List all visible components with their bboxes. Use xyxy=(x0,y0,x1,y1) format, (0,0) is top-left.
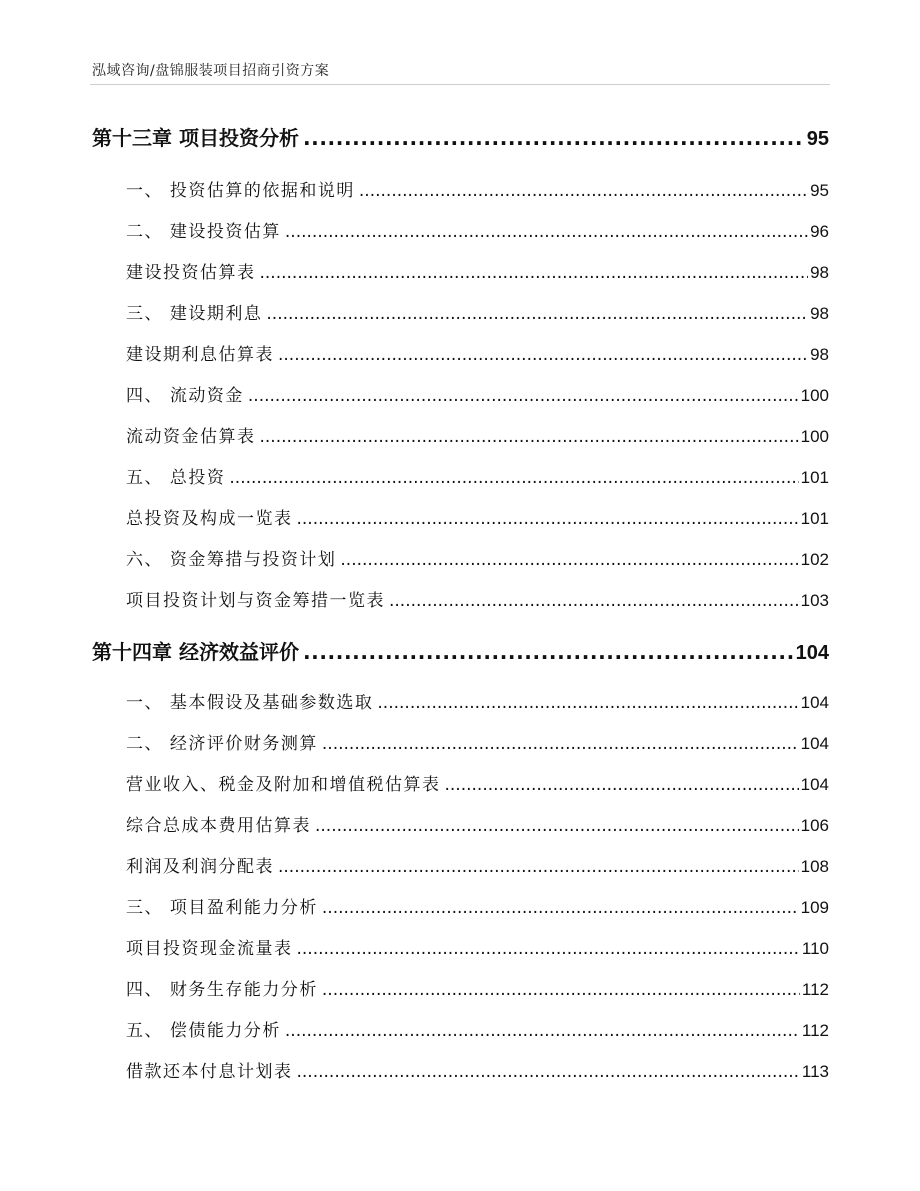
toc-entry-title: 营业收入、税金及附加和增值税估算表 xyxy=(126,775,441,795)
toc-dot-leader xyxy=(303,640,794,664)
toc-entry-page: 98 xyxy=(810,263,829,282)
toc-entry[interactable] xyxy=(126,1016,829,1041)
toc-entry-page: 113 xyxy=(801,1062,829,1081)
toc-entry-page: 95 xyxy=(810,181,829,200)
toc-entry-title: 项目投资现金流量表 xyxy=(126,939,293,959)
toc-dot-leader xyxy=(297,1062,800,1082)
toc-entry[interactable] xyxy=(126,463,829,488)
toc-entry[interactable] xyxy=(126,299,829,324)
toc-dot-leader xyxy=(389,591,799,611)
toc-entry[interactable] xyxy=(126,504,829,529)
toc-dot-leader xyxy=(359,181,808,201)
toc-entry-title: 建设期利息估算表 xyxy=(126,345,274,365)
toc-dot-leader xyxy=(248,386,799,406)
toc-dot-leader xyxy=(315,816,799,836)
toc-entry-page: 104 xyxy=(800,734,829,753)
toc-dot-leader xyxy=(322,734,799,754)
toc-entry[interactable] xyxy=(126,176,829,201)
toc-dot-leader xyxy=(285,222,808,242)
toc-entry-title: 二、 经济评价财务测算 xyxy=(126,734,318,754)
toc-chapter-14[interactable] xyxy=(92,636,829,665)
toc-dot-leader xyxy=(340,550,798,570)
toc-entry[interactable] xyxy=(126,545,829,570)
toc-dot-leader xyxy=(445,775,799,795)
toc-entry[interactable] xyxy=(126,934,829,959)
toc-entry-page: 101 xyxy=(800,509,829,528)
toc-dot-leader xyxy=(260,427,799,447)
toc-entry[interactable] xyxy=(126,770,829,795)
toc-entry-page: 101 xyxy=(800,468,829,487)
toc-entry-page: 110 xyxy=(801,939,829,958)
toc-entry[interactable] xyxy=(126,422,829,447)
toc-entry-page: 109 xyxy=(800,898,829,917)
toc-entry[interactable] xyxy=(126,1057,829,1082)
page-header: 泓域咨询/盘锦服装项目招商引资方案 xyxy=(92,63,330,79)
toc-entry-page: 100 xyxy=(800,427,829,446)
header-divider xyxy=(90,84,830,85)
toc-dot-leader xyxy=(285,1021,800,1041)
toc-entry-title: 五、 总投资 xyxy=(126,468,226,488)
toc-dot-leader xyxy=(377,693,798,713)
toc-entry[interactable] xyxy=(126,586,829,611)
toc-entry-title: 综合总成本费用估算表 xyxy=(126,816,311,836)
toc-entry-title: 总投资及构成一览表 xyxy=(126,509,293,529)
toc-entry[interactable] xyxy=(126,258,829,283)
toc-entry-title: 一、 投资估算的依据和说明 xyxy=(126,181,355,201)
toc-dot-leader xyxy=(297,509,799,529)
toc-entry[interactable] xyxy=(126,975,829,1000)
toc-entry[interactable] xyxy=(126,381,829,406)
toc-dot-leader xyxy=(303,126,805,150)
toc-dot-leader xyxy=(278,857,799,877)
toc-entry-page: 95 xyxy=(806,128,829,150)
toc-entry-title: 第十四章 经济效益评价 xyxy=(92,640,299,664)
toc-entry-page: 112 xyxy=(801,1021,829,1040)
toc-entry-title: 二、 建设投资估算 xyxy=(126,222,281,242)
toc-entry-page: 98 xyxy=(810,345,829,364)
toc-dot-leader xyxy=(278,345,808,365)
toc-entry-title: 三、 项目盈利能力分析 xyxy=(126,898,318,918)
toc-entry-title: 三、 建设期利息 xyxy=(126,304,263,324)
toc-dot-leader xyxy=(322,980,800,1000)
toc-dot-leader xyxy=(322,898,799,918)
toc-chapter-13[interactable] xyxy=(92,122,829,151)
toc-entry-title: 四、 流动资金 xyxy=(126,386,244,406)
toc-entry-page: 103 xyxy=(800,591,829,610)
toc-dot-leader xyxy=(229,468,798,488)
toc-entry-page: 108 xyxy=(800,857,829,876)
toc-entry-page: 106 xyxy=(800,816,829,835)
toc-entry-title: 五、 偿债能力分析 xyxy=(126,1021,281,1041)
toc-entry-page: 98 xyxy=(810,304,829,323)
toc-entry[interactable] xyxy=(126,340,829,365)
toc-entry-page: 112 xyxy=(801,980,829,999)
toc-entry-title: 流动资金估算表 xyxy=(126,427,256,447)
toc-entry-title: 利润及利润分配表 xyxy=(126,857,274,877)
toc-entry[interactable] xyxy=(126,217,829,242)
toc-entry-title: 项目投资计划与资金筹措一览表 xyxy=(126,591,385,611)
toc-entry-title: 借款还本付息计划表 xyxy=(126,1062,293,1082)
toc-dot-leader xyxy=(260,263,809,283)
toc-entry[interactable] xyxy=(126,811,829,836)
toc-entry-title: 六、 资金筹措与投资计划 xyxy=(126,550,337,570)
toc-dot-leader xyxy=(266,304,808,324)
toc-entry-title: 建设投资估算表 xyxy=(126,263,256,283)
toc-entry[interactable] xyxy=(126,852,829,877)
toc-entry-page: 104 xyxy=(795,642,829,664)
toc-entry-page: 104 xyxy=(800,775,829,794)
toc-dot-leader xyxy=(297,939,800,959)
toc-entry[interactable] xyxy=(126,688,829,713)
toc-entry-title: 四、 财务生存能力分析 xyxy=(126,980,318,1000)
toc-entry-title: 一、 基本假设及基础参数选取 xyxy=(126,693,374,713)
toc-entry-page: 104 xyxy=(800,693,829,712)
toc-entry[interactable] xyxy=(126,729,829,754)
toc-entry[interactable] xyxy=(126,893,829,918)
toc-entry-page: 102 xyxy=(800,550,829,569)
toc-entry-page: 96 xyxy=(810,222,829,241)
toc-entry-page: 100 xyxy=(800,386,829,405)
toc-entry-title: 第十三章 项目投资分析 xyxy=(92,126,299,150)
